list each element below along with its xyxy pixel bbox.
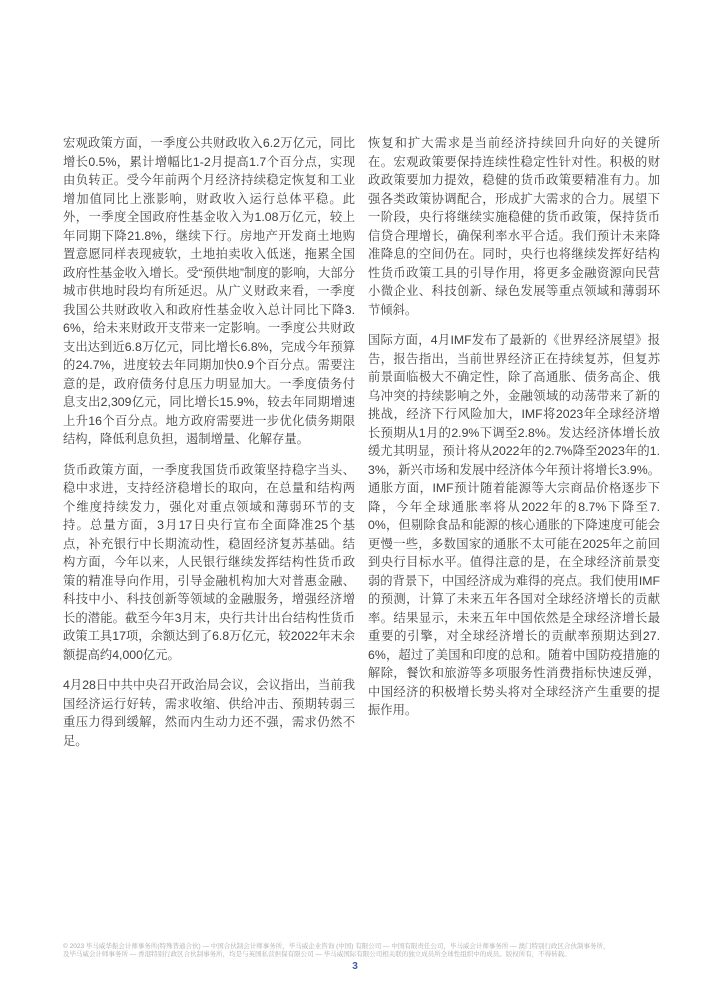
macro-policy-paragraph: 宏观政策方面，一季度公共财政收入6.2万亿元，同比增长0.5%，累计增幅比1-2月提高1.7个百分点，实现由负转正。受今年前两个月经济持续稳定恢复和工业增加值同比上涨影响，财政收入运行总体平稳。此外，一季度全国政府性基金收入为1.08万亿元，较上年同期下降21.8%，继续下行。房地产开发商土地购置意愿同样表现疲软，土地拍卖收入低迷，拖累全国政府性基金收入增长。受“预供地”制度的影响，大部分城市供地时段均有所延迟。从广义财政来看，一季度我国公共财政收入和政府性基金收入总计同比下降3.6%，给未来财政开支带来一定影响。一季度公共财政支出达到近6.8万亿元，同比增长6.8%，完成今年预算的24.7%，进度较去年同期加快0.9个百分点。需要注意的是，政府债务付息压力明显加大。一季度债务付息支出2,309亿元，同比增长15.9%，较去年同期增速上升16个百分点。地方政府需要进一步优化债务期限结构，降低利息负担，遏制增量、化解存量。 [63, 136, 355, 446]
demand-recovery-paragraph: 恢复和扩大需求是当前经济持续回升向好的关键所在。宏观政策要保持连续性稳定性针对性。积极的财政政策要加力提效，稳健的货币政策要精准有力。加强各类政策协调配合，形成扩大需求的合力。展望下一阶段，央行将继续实施稳健的货币政策，保持货币信贷合理增长，确保利率水平合适。我们预计未来降准降息的空间仍在。同时，央行也将继续发挥好结构性货币政策工具的引导作用，将更多金融资源向民营小微企业、科技创新、绿色发展等重点领域和薄弱环节倾斜。 [368, 136, 660, 317]
page-footer [63, 943, 649, 959]
monetary-policy-paragraph: 货币政策方面，一季度我国货币政策坚持稳字当头、稳中求进，支持经济稳增长的取向，在总量和结构两个维度持续发力，强化对重点领域和薄弱环节的支持。总量方面，3月17日央行宣布全面降准25个基点，补充银行中长期流动性，稳固经济复苏基础。结构方面，今年以来，人民银行继续发挥结构性货币政策的精准导向作用，引导金融机构加大对普惠金融、科技中小、科技创新等领域的金融服务，增强经济增长的潜能。截至今年3月末，央行共计出台结构性货币政策工具17项，余额达到了6.8万亿元，较2022年末余额提高约4,000亿元。 [63, 462, 355, 662]
international-imf-paragraph: 国际方面，4月IMF发布了最新的《世界经济展望》报告，报告指出，当前世界经济正在持续复苏，但复苏前景面临极大不确定性，除了高通胀、债务高企、俄乌冲突的持续影响之外，金融领域的动荡带来了新的挑战，经济下行风险加大，IMF将2023年全球经济增长预期从1月的2.9%下调至2.8%。发达经济体增长放缓尤其明显，预计将从2022年的2.7%降至2023年的1.3%，新兴市场和发展中经济体今年预计将增长3.9%。通胀方面，IMF预计随着能源等大宗商品价格逐步下降，今年全球通胀率将从2022年的8.7%下降至7.0%，但剔除食品和能源的核心通胀的下降速度可能会更慢一些，多数国家的通胀不太可能在2025年之前回到央行目标水平。值得注意的是，在全球经济前景变弱的背景下，中国经济成为难得的亮点。我们使用IMF的预测，计算了未来五年各国对全球经济增长的贡献率。结果显示，未来五年中国依然是全球经济增长最重要的引擎，对全球经济增长的贡献率预期达到27.6%，超过了美国和印度的总和。随着中国防疫措施的解除，餐饮和旅游等多项服务性消费指标快速反弹，中国经济的积极增长势头将对全球经济产生重要的提振作用。 [368, 333, 660, 717]
politburo-meeting-paragraph: 4月28日中共中央召开政治局会议，会议指出，当前我国经济运行好转，需求收缩、供给冲击、预期转弱三重压力得到缓解，然而内生动力还不强，需求仍然不足。 [63, 678, 355, 748]
page-number: 3 [352, 961, 358, 972]
left-column [63, 134, 355, 762]
right-column [368, 134, 660, 762]
page-content [63, 134, 659, 762]
copyright-line-2: 及毕马威会计师事务所 — 香港特别行政区合伙制事务所，均是与英国私营担保有限公司 — 毕马威国际有限公司相关联的独立成员所全球性组织中的成员。版权所有，不得转载。 [63, 951, 571, 958]
copyright-line-1: © 2023 毕马威华振会计师事务所(特殊普通合伙) — 中国合伙制会计师事务所，毕马威企业咨询 (中国) 有限公司 — 中国有限责任公司，毕马威会计师事务所 — 澳门特别行政区合伙制事务所， [63, 943, 610, 950]
